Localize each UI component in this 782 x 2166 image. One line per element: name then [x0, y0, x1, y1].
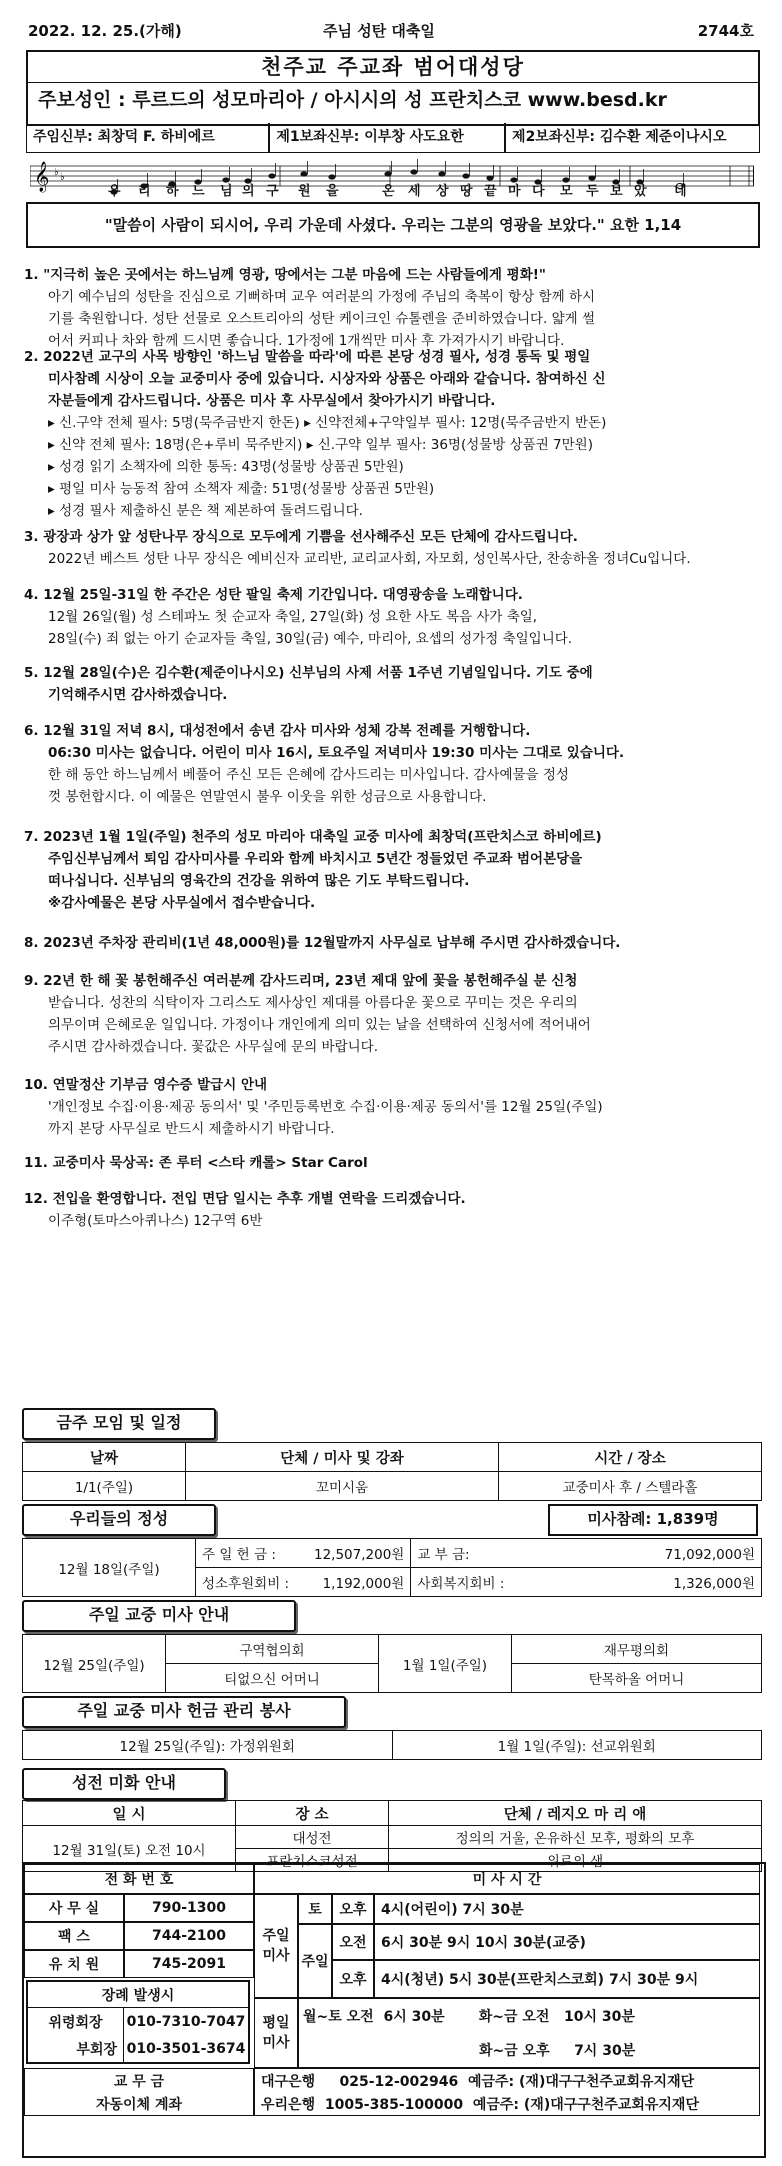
weekday-mass-label: 평일 미사 — [254, 1998, 298, 2068]
decoration-place: 대성전 — [236, 1826, 389, 1849]
song-lyrics — [108, 180, 748, 198]
notice-line: ▸ 성경 읽기 소책자에 의한 통독: 43명(성물방 상품권 5만원) — [48, 459, 404, 475]
music-note — [438, 171, 445, 176]
notice-item — [24, 662, 764, 706]
notice-heading: 10. 연말정산 기부금 영수증 발급시 안내 — [24, 1077, 268, 1093]
notice-item — [24, 584, 764, 650]
lyric-syllable: 끝 — [484, 184, 497, 199]
notice-line: 한 해 동안 하느님께서 베풀어 주신 모든 은혜에 감사드리는 미사입니다. 감사예물을 정성 — [48, 767, 569, 783]
parish-name: 천주교 주교좌 범어대성당 — [261, 55, 525, 79]
notice-line: 아기 예수님의 성탄을 진심으로 기뻐하며 교우 여러분의 가정에 주님의 축복이 항상 함께 하시 — [48, 289, 596, 305]
offering-label: 교 부 금: — [411, 1539, 524, 1568]
notice-line: 떠나십니다. 신부님의 영육간의 건강을 위하여 많은 기도 부탁드립니다. — [48, 873, 470, 889]
sunday-pm-label: 오후 — [332, 1960, 374, 1998]
notice-line: 2022년 베스트 성탄 나무 장식은 예비신자 교리반, 교리교사회, 자모회, 성인복사단, 찬송하올 정녀Cu입니다. — [48, 551, 691, 567]
bulletin-header — [26, 50, 760, 126]
sunday-am-mass-time: 6시 30분 9시 10시 30분(교중) — [374, 1924, 760, 1960]
notice-line: ▸ 평일 미사 능동적 참여 소책자 제출: 51명(성물방 상품권 5만원) — [48, 481, 435, 497]
lyric-syllable: 님 — [220, 184, 233, 199]
notice-item — [24, 346, 764, 522]
offering-value: 12,507,200원 — [308, 1539, 411, 1568]
lyric-syllable: 원 — [298, 184, 311, 199]
cash-service-table — [22, 1730, 762, 1760]
offerings-title: 우리들의 정성 — [22, 1504, 216, 1536]
notice-line: 06:30 미사는 없습니다. 어린이 미사 16시, 토요주일 저녁미사 19:30 미사는 그대로 있습니다. — [48, 745, 625, 761]
pastor: 주임신부: 최창덕 F. 하비에르 — [26, 123, 269, 153]
offering-label: 사회복지회비 : — [411, 1568, 524, 1597]
patron-saints: 주보성인 : 루르드의 성모마리아 / 아시시의 성 프란치스코 www.besd.kr — [28, 82, 758, 121]
saturday-pm-label: 오후 — [332, 1894, 374, 1924]
notice-line: 껏 봉헌합시다. 이 예물은 연말연시 불우 이웃을 위한 성금으로 사용합니다. — [48, 789, 487, 805]
lyric-syllable: 구 — [266, 184, 279, 199]
contact-name: 유 치 원 — [24, 1950, 124, 1978]
music-note — [410, 169, 417, 174]
notice-item — [24, 526, 764, 570]
mass-attendance — [548, 1504, 758, 1536]
meetings-header: 시간 / 장소 — [499, 1443, 762, 1472]
notice-heading: 9. 22년 한 해 꽃 봉헌해주신 여러분께 감사드리며, 23년 제대 앞에 꽃을 봉헌해주실 분 신청 — [24, 973, 578, 989]
contact-name: 팩 스 — [24, 1922, 124, 1950]
music-note — [268, 173, 275, 178]
decoration-place: 프란치스코성전 — [236, 1849, 389, 1872]
bank-title: 교 무 금 — [24, 2068, 254, 2092]
notice-line: 12월 26일(월) 성 스테파노 첫 순교자 축일, 27일(화) 성 요한 사도 복음 사가 축일, — [48, 609, 538, 625]
meetings-header: 단체 / 미사 및 강좌 — [186, 1443, 499, 1472]
sunday-pm-mass-time: 4시(청년) 5시 30분(프란치스코회) 7시 30분 9시 — [374, 1960, 760, 1998]
lyric-syllable: 모 — [560, 184, 573, 199]
svg-text:♭: ♭ — [60, 172, 65, 183]
contact-name: 사 무 실 — [24, 1894, 124, 1922]
notice-heading: 5. 12월 28일(수)은 김수환(제준이나시오) 신부님의 사제 서품 1주년 기념일입니다. 기도 중에 — [24, 665, 593, 681]
notice-line: 자분들에게 감사드립니다. 상품은 미사 후 사무실에서 찾아가시기 바랍니다. — [48, 393, 496, 409]
notice-line: ▸ 신.구약 전체 필사: 5명(묵주금반지 한돈) ▸ 신약전체+구약일부 필사: 12명(묵주금반지 반돈) — [48, 415, 607, 431]
mass-times-title: 미 사 시 간 — [254, 1864, 760, 1894]
contact-number: 790-1300 — [124, 1894, 254, 1922]
lyric-syllable: 의 — [242, 184, 255, 199]
lyric-syllable: 다 — [532, 184, 545, 199]
top-line — [28, 20, 754, 44]
svg-text:♭: ♭ — [54, 167, 59, 178]
music-note — [328, 174, 335, 179]
offering-value: 71,092,000원 — [523, 1539, 761, 1568]
funeral-contact-role: 위령회장 — [28, 2008, 124, 2035]
contacts-title: 전 화 번 호 — [24, 1864, 254, 1894]
notice-line: 의무이며 은혜로운 일입니다. 가정이나 개인에게 의미 있는 날을 선택하여 신청서에 적어내어 — [48, 1017, 591, 1033]
notice-item — [24, 826, 764, 914]
notice-heading: 4. 12월 25일-31일 한 주간은 성탄 팔일 축제 기간입니다. 대영광송을 노래합니다. — [24, 587, 523, 603]
meeting-group: 꼬미시움 — [186, 1472, 499, 1501]
sunday-mass-label: 주일 미사 — [254, 1894, 298, 1998]
lyric-syllable: 을 — [326, 184, 339, 199]
svg-text:𝄞: 𝄞 — [34, 162, 50, 192]
decoration-group: 정의의 거울, 온유하신 모후, 평화의 모후 — [389, 1826, 762, 1849]
saturday-mass-time: 4시(어린이) 7시 30분 — [374, 1894, 760, 1924]
notice-line: '개인정보 수집·이용·제공 동의서' 및 '주민등록번호 수집·이용·제공 동의서'를 12월 25일(주일) — [48, 1099, 603, 1115]
funeral-contact-role: 부회장 — [28, 2035, 124, 2062]
notice-line: 주임신부님께서 퇴임 감사미사를 우리와 함께 바치시고 5년간 정들었던 주교좌 범어본당을 — [48, 851, 583, 867]
cash-service-cell: 12월 25일(주일): 가정위원회 — [23, 1731, 393, 1760]
lyric-syllable: 상 — [436, 184, 449, 199]
lyric-syllable: 았 — [634, 184, 647, 199]
notice-item — [24, 1188, 764, 1232]
music-note — [462, 173, 469, 178]
notice-line: 까지 본당 사무실로 반드시 제출하시기 바랍니다. — [48, 1121, 335, 1137]
decoration-header: 장 소 — [236, 1801, 389, 1826]
notice-line: 주시면 감사하겠습니다. 꽃값은 사무실에 문의 바랍니다. — [48, 1039, 378, 1055]
notice-line: 28일(수) 죄 없는 아기 순교자들 축일, 30일(금) 예수, 마리아, 요셉의 성가정 축일입니다. — [48, 631, 573, 647]
lyric-syllable: 세 — [408, 184, 421, 199]
first-assistant-priest: 제1보좌신부: 이부창 사도요한 — [269, 123, 505, 153]
info-box — [22, 1862, 766, 2158]
notice-item — [24, 1152, 764, 1174]
sunday-am-label: 오전 — [332, 1924, 374, 1960]
notice-item — [24, 1074, 764, 1140]
bank-subtitle: 자동이체 계좌 — [24, 2092, 254, 2116]
weekday-evening-mass-time: 화~금 오후 7시 30분 — [298, 2033, 760, 2068]
sunday-label: 주일 — [298, 1924, 332, 1998]
mass-guide-table — [22, 1634, 762, 1693]
lyric-syllable: 보 — [610, 184, 623, 199]
bank-account: 우리은행 1005-385-100000 예금주: (재)대구구천주교회유지재단 — [254, 2092, 760, 2116]
saturday-label: 토 — [298, 1894, 332, 1924]
meeting-date: 1/1(주일) — [23, 1472, 186, 1501]
notice-heading: 7. 2023년 1월 1일(주일) 천주의 성모 마리아 대축일 교중 미사에 최창덕(프란치스코 하비에르) — [24, 829, 602, 845]
notice-line: ※감사예물은 본당 사무실에서 접수받습니다. — [48, 895, 316, 911]
decoration-header: 단체 / 레지오 마 리 애 — [389, 1801, 762, 1826]
second-assistant-priest: 제2보좌신부: 김수환 제준이나시오 — [505, 123, 760, 153]
weekday-mass-time: 월~토 오전 6시 30분 화~금 오전 10시 30분 — [298, 1998, 760, 2033]
notice-line: ▸ 신약 전체 필사: 18명(은+루비 묵주반지) ▸ 신.구약 일부 필사: 36명(성물방 상품권 7만원) — [48, 437, 593, 453]
offerings-table — [22, 1538, 762, 1597]
mass-guide-group: 재무평의회 — [512, 1635, 762, 1664]
notice-item — [24, 932, 764, 954]
offering-value: 1,326,000원 — [523, 1568, 761, 1597]
issue-date: 2022. 12. 25.(가해) — [28, 22, 182, 40]
decoration-header: 일 시 — [23, 1801, 236, 1826]
meetings-header: 날짜 — [23, 1443, 186, 1472]
music-note — [300, 171, 307, 176]
funeral-contact-phone: 010-3501-3674 — [126, 2040, 246, 2057]
bank-account: 대구은행 025-12-002946 예금주: (재)대구구천주교회유지재단 — [254, 2068, 760, 2092]
notice-line: ▸ 성경 필사 제출하신 분은 책 제본하여 돌려드립니다. — [48, 503, 363, 519]
notice-line: 기를 축원합니다. 성탄 선물로 오스트리아의 성탄 케이크인 슈톨렌을 준비하였습니다. 얇게 썰 — [48, 311, 596, 327]
notice-item — [24, 720, 764, 808]
contact-number: 744-2100 — [124, 1922, 254, 1950]
feast-name: 주님 성탄 대축일 — [323, 22, 435, 40]
meeting-place: 교중미사 후 / 스텔라홀 — [499, 1472, 762, 1501]
notice-heading: 1. "지극히 높은 곳에서는 하느님께 영광, 땅에서는 그분 마음에 드는 사람들에게 평화!" — [24, 267, 546, 283]
lyric-syllable: 하 — [166, 184, 179, 199]
mass-guide-group: 티없으신 어머니 — [166, 1664, 379, 1693]
decoration-date: 12월 31일(토) 오전 10시 — [23, 1826, 236, 1872]
notice-line: 미사참례 시상이 오늘 교중미사 중에 있습니다. 시상자와 상품은 아래와 같습니다. 참여하신 신 — [48, 371, 606, 387]
funeral-contact-phone: 010-7310-7047 — [126, 2013, 246, 2030]
offerings-date: 12월 18일(주일) — [23, 1539, 196, 1597]
mass-attendance-label: 미사참례: — [587, 1510, 652, 1528]
notice-heading: 3. 광장과 상가 앞 성탄나무 장식으로 모두에게 기쁨을 선사해주신 모든 단체에 감사드립니다. — [24, 529, 578, 545]
mass-guide-date: 1월 1일(주일) — [379, 1635, 512, 1693]
funeral-title: 장례 발생시 — [28, 1982, 248, 2008]
notice-heading: 2. 2022년 교구의 사목 방향인 '하느님 말씀을 따라'에 따른 본당 성경 필사, 성경 통독 및 평일 — [24, 349, 591, 365]
notice-line: 이주형(토마스아퀴나스) 12구역 6반 — [48, 1213, 263, 1229]
offering-label: 주 일 헌 금 : — [196, 1539, 309, 1568]
notice-line: 어서 커피나 차와 함께 드시면 좋습니다. 1가정에 1개씩만 미사 후 가져가시기 바랍니다. — [48, 333, 565, 349]
lyric-syllable: 리 — [138, 184, 151, 199]
contact-number: 745-2091 — [124, 1950, 254, 1978]
lyric-syllable: 네 — [674, 184, 687, 199]
decoration-group: 위로의 샘 — [389, 1849, 762, 1872]
issue-number: 2744호 — [697, 22, 754, 40]
mass-guide-title: 주일 교중 미사 안내 — [22, 1600, 296, 1632]
priests-row — [26, 123, 760, 153]
notice-item — [24, 970, 764, 1058]
lyric-syllable: 온 — [382, 184, 395, 199]
mass-attendance-value: 1,839명 — [656, 1510, 719, 1528]
decoration-title: 성전 미화 안내 — [22, 1768, 226, 1800]
notice-line: 받습니다. 성찬의 식탁이자 그리스도 제사상인 제대를 아름다운 꽃으로 꾸미는 것은 우리의 — [48, 995, 578, 1011]
cash-service-title: 주일 교중 미사 헌금 관리 봉사 — [22, 1696, 346, 1728]
music-note — [384, 171, 391, 176]
notice-heading: 12. 전입을 환영합니다. 전입 면담 일시는 추후 개별 연락을 드리겠습니다. — [24, 1191, 466, 1207]
notice-heading: 8. 2023년 주차장 관리비(1년 48,000원)를 12월말까지 사무실로 납부해 주시면 감사하겠습니다. — [24, 935, 621, 951]
notice-heading: 6. 12월 31일 저녁 8시, 대성전에서 송년 감사 미사와 성체 강복 전례를 거행합니다. — [24, 723, 531, 739]
offering-label: 성소후원회비 : — [196, 1568, 309, 1597]
mass-guide-group: 구역협의회 — [166, 1635, 379, 1664]
mass-guide-group: 탄목하올 어머니 — [512, 1664, 762, 1693]
mass-guide-date: 12월 25일(주일) — [23, 1635, 166, 1693]
offering-value: 1,192,000원 — [308, 1568, 411, 1597]
lyric-syllable: 두 — [586, 184, 599, 199]
notice-heading: 11. 교중미사 묵상곡: 존 루터 <스타 캐롤> Star Carol — [24, 1155, 368, 1171]
meetings-title: 금주 모임 및 일정 — [22, 1408, 216, 1440]
lyric-syllable: 마 — [508, 184, 521, 199]
notice-item — [24, 264, 764, 352]
scripture-quote: "말씀이 사람이 되시어, 우리 가운데 사셨다. 우리는 그분의 영광을 보았다." 요한 1,14 — [26, 202, 760, 248]
funeral-box — [26, 1980, 250, 2064]
lyric-syllable: 느 — [192, 184, 205, 199]
lyric-syllable: 우 — [108, 184, 121, 199]
meetings-table — [22, 1442, 762, 1501]
notice-line: 기억해주시면 감사하겠습니다. — [48, 687, 228, 703]
lyric-syllable: 땅 — [460, 184, 473, 199]
cash-service-cell: 1월 1일(주일): 선교위원회 — [392, 1731, 762, 1760]
